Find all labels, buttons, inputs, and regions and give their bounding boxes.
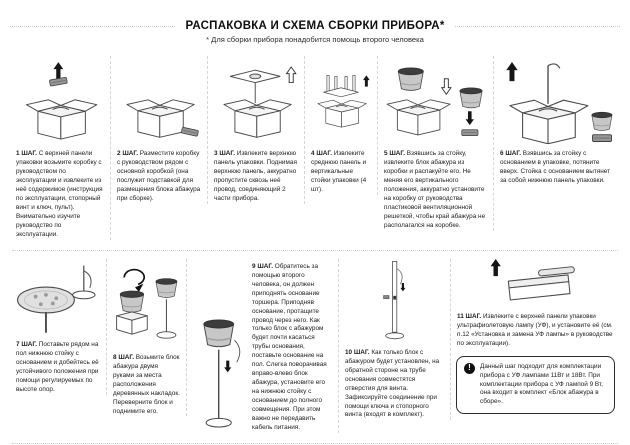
- step-10-illustration: [344, 259, 445, 343]
- steps-row-bottom: [10, 259, 620, 433]
- screw-fix-icon: [374, 259, 416, 343]
- step-10: [339, 259, 451, 421]
- step-4-text: Извлеките среднюю панель и вертикальные стойки упаковки (4 шт).: [311, 150, 367, 193]
- step-6-illustration: [499, 56, 617, 144]
- step-1-illustration: [15, 56, 105, 144]
- bottom-separator: [12, 443, 618, 444]
- shade-flip-icon: [112, 259, 181, 348]
- shade-mount-icon: [192, 315, 247, 433]
- step-2-text: Разместите коробку с руководством рядом с основной коробкой (она послужит подставкой для размещения блока абажура при сборке).: [117, 150, 201, 202]
- open-box-manual-beside-icon: [116, 58, 202, 144]
- step-3: [208, 56, 305, 204]
- step-6-text: Взявшись за стойку с основанием в упаковке, потяните вверх. Стойка с основанием вытянет за собой нижнюю панель упаковки.: [500, 150, 611, 184]
- step-5-label: 5 ШАГ.: [384, 150, 405, 157]
- posts-lift-icon: [310, 58, 372, 144]
- step-1-label: 1 ШАГ.: [16, 150, 37, 157]
- step-4-label: 4 ШАГ.: [311, 150, 332, 157]
- top-panel-lift-icon: [213, 58, 299, 144]
- title-left-dotted-line: [10, 26, 175, 27]
- step-5-illustration: [383, 56, 488, 144]
- step-10-label: 10 ШАГ.: [345, 348, 370, 356]
- steps-row-top: [10, 56, 620, 240]
- note-text: Данный шаг подходит для комплектации прибора с УФ лампами 11Вт и 18Вт. При комплектации прибора с УФ лампой 9 Вт, она входит в комплект «Блок абажура в сборе».: [480, 362, 603, 406]
- step-8-text: Возьмите блок абажура двумя руками за места расположения деревянных накладок. Переверните блок и поднимите его.: [113, 353, 180, 415]
- step-3-illustration: [213, 56, 299, 144]
- page-title: РАСПАКОВКА И СХЕМА СБОРКИ ПРИБОРА*: [185, 20, 445, 32]
- step-5-text: Взявшись за стойку, извлеките блок абажура из коробки и распакуйте его. Не меняя его вертикального положения, аккуратно установите на коробку от руководства пластиковой вентиляционной решеткой, чтобы край абажура не располагался на коробке.: [384, 150, 486, 229]
- step-11: [451, 259, 620, 415]
- page-subtitle: * Для сборки прибора понадобится помощь второго человека: [206, 35, 424, 44]
- step-1-text: С верхней панели упаковки возьмите коробку с руководством по эксплуатации и извлеките из неё содержимое (инструкция по эксплуатации, стопорный винт и ключ, пульт). Внимательно изучите руководство по эксплуатации.: [16, 150, 103, 238]
- step-11-illustration: [456, 259, 615, 307]
- note-box: [456, 356, 615, 415]
- base-on-floor-icon: [15, 259, 101, 335]
- step-1: [10, 56, 111, 240]
- step-2-illustration: [116, 56, 202, 144]
- step-8-illustration: [112, 259, 181, 348]
- step-9-illustration: [192, 259, 247, 433]
- step-9-label: 9 ШАГ.: [252, 262, 273, 270]
- header: [10, 20, 620, 44]
- step-2: [111, 56, 208, 204]
- title-right-dotted-line: [455, 26, 620, 27]
- step-10-text: Как только блок с абажуром будет установлен, на обратной стороне на трубе основания совместятся отверстия для винта. Зафиксируйте соединение при помощи ключа и стопорного винта (входят в комплект).: [345, 348, 440, 419]
- step-6-label: 6 ШАГ.: [500, 150, 521, 157]
- warning-icon: !: [464, 363, 475, 374]
- step-2-label: 2 ШАГ.: [117, 150, 138, 157]
- step-8: [107, 259, 187, 417]
- open-box-manual-lift-icon: [15, 58, 105, 144]
- step-11-text: Извлеките с верхней панели упаковки ультрафиолетовую лампу (УФ), и установите её (см. п.12 «Установка и замена УФ лампы» в руководстве по эксплуатации).: [457, 312, 613, 347]
- step-7: [10, 259, 107, 395]
- row-separator: [12, 250, 618, 251]
- step-7-text: Поставьте рядом на пол нижнюю стойку с основанием и добейтесь её устойчивого положения при помощи регулируемых по высоте опор.: [16, 340, 99, 393]
- step-11-label: 11 ШАГ.: [457, 312, 482, 320]
- step-3-text: Извлеките верхнюю панель упаковки. Поднимая верхнюю панель, аккуратно пропустите сквозь неё провод, соединяющий 2 части прибора.: [214, 150, 297, 202]
- step-5: [378, 56, 494, 231]
- stand-pull-icon: [499, 60, 617, 144]
- shade-block-lift-icon: [383, 60, 488, 144]
- step-6: [494, 56, 622, 186]
- step-3-label: 3 ШАГ.: [214, 150, 235, 157]
- step-4-illustration: [310, 56, 372, 144]
- step-7-illustration: [15, 259, 101, 335]
- step-7-label: 7 ШАГ.: [16, 340, 37, 348]
- uv-lamp-box-icon: [480, 259, 592, 307]
- step-8-label: 8 ШАГ.: [113, 353, 134, 361]
- step-9-text: Обратитесь за помощью второго человека, он должен приподнять основание торшера. Приподняв основание, протащите провод через него. Как только блок с абажуром будет почти касаться трубы основания, поставьте основание на пол. Слегка поворачивая вправо-влево блок абажура, установите его на нижнюю стойку с основанием до полного совмещения. При этом важно не передавить кабель питания.: [252, 262, 327, 432]
- step-4: [305, 56, 378, 195]
- step-9: [187, 259, 339, 433]
